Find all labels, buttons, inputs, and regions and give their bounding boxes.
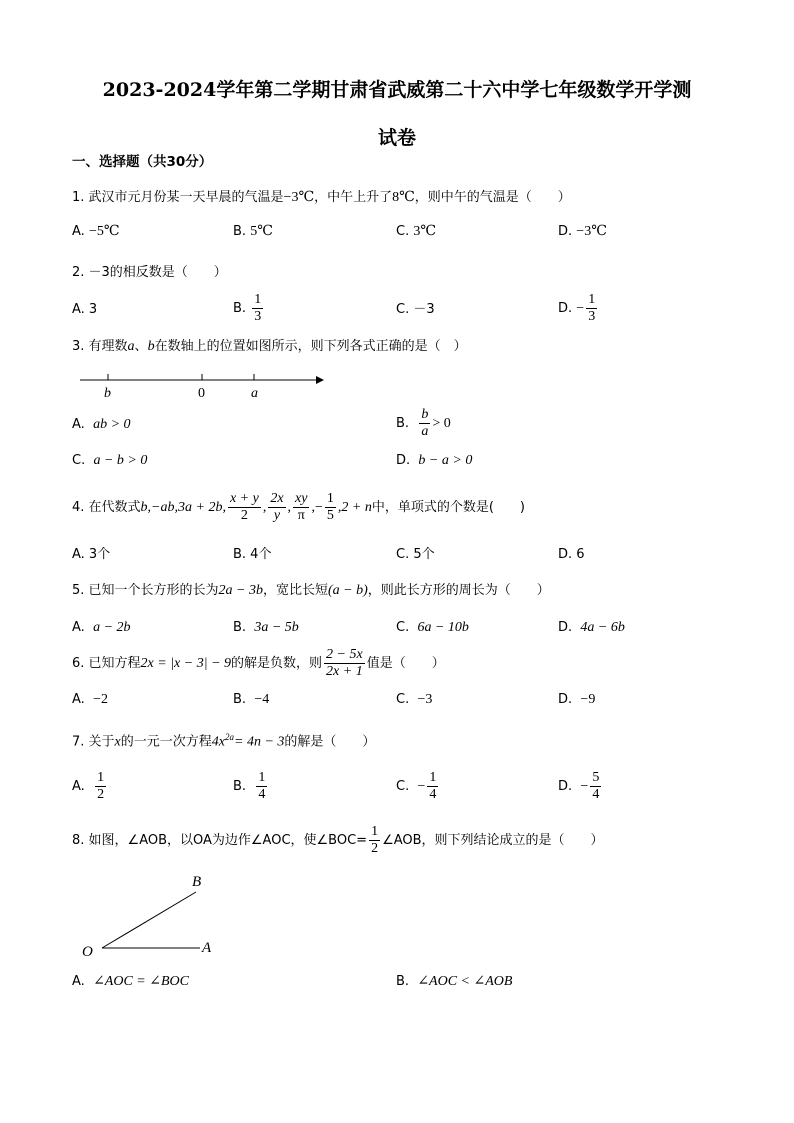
q3-sep: 、 [134,339,148,354]
option-value: ab > 0 [93,417,131,432]
q2-option-d [558,292,599,325]
option-value: −3℃ [576,224,607,239]
question-4: 4. 在代数式b,−ab,3a + 2b, $\frac{x + y}{2}$ , $\frac{2x}{y}$ , $\frac{xy}{\pi}$ ,− $\frac{1}{5}$ ,2 + n中，单项式的个数是( ) [72,491,525,523]
question-5 [72,581,550,601]
minus-sign: − [417,779,426,794]
option-label: A. [72,779,85,794]
q8-fraction [369,824,380,857]
numerator: b [421,407,429,422]
question-8 [72,822,604,860]
option-label: D. [558,779,573,794]
question-3 [72,337,467,357]
q6-option-b [233,690,269,710]
denominator: 3 [588,309,596,324]
q7-b-fraction [256,770,267,803]
q5-option-a [72,618,131,638]
q3-option-c [72,451,147,471]
question-6 [72,645,445,683]
numerator: 1 [326,491,334,506]
numerator: 2 − 5x [326,647,363,662]
q6-text-pre: 6. 已知方程 [72,656,141,671]
q1-option-b [233,222,273,242]
option-label: D. [558,301,573,316]
option-label: C. [396,620,410,635]
numerator: 1 [588,292,596,307]
denominator: 4 [592,787,600,802]
q3-var-b: b [147,339,155,354]
option-value: b − a > 0 [418,453,473,468]
question-1 [72,188,571,208]
ray-ob [102,892,196,948]
q4-terms: b,−ab,3a + 2b, [140,500,226,515]
q6-option-d [558,690,595,710]
option-label: A. [72,224,85,239]
q6-text-mid: 的解是负数，则 [231,656,323,671]
option-label: A. [72,974,85,989]
q5-option-b [233,618,299,638]
denominator: 5 [326,508,334,523]
q3-text-pre: 3. 有理数 [72,339,128,354]
option-value: ∠AOC < ∠AOB [417,974,513,989]
q4-fraction-1 [228,491,261,524]
option-value: 5℃ [250,224,273,239]
q7-d-fraction [590,770,601,803]
option-label: B. [233,692,247,707]
question-2: 2. －3的相反数是（ ） [72,265,227,280]
option-label: D. [558,692,573,707]
denominator: 2x + 1 [326,664,363,679]
q8-option-a [72,972,189,992]
q3-option-a [72,415,131,435]
q6-text-post: 值是（ ） [366,656,445,671]
q7-var-x: x [114,734,121,750]
option-value: −9 [580,692,596,707]
q7-text-post: 的解是（ ） [284,734,376,750]
option-label: C. [396,779,410,794]
q4-fraction-2 [268,491,285,524]
q8-text-pre: 8. 如图，∠AOB，以OA为边作∠AOC，使∠BOC= [72,833,368,848]
question-7 [72,727,375,752]
q7-option-b [233,770,269,803]
q7-eq-base: 4x [211,734,225,750]
q3-option-d [396,451,472,471]
q5-text-post: ，则此长方形的周长为（ ） [367,583,550,598]
q6-fraction [324,647,365,680]
q3-var-a: a [127,339,135,354]
q5-option-c [396,618,469,638]
q3-text-post: 在数轴上的位置如图所示，则下列各式正确的是（ ） [154,339,467,354]
q4-text-post: 中，单项式的个数是( ) [371,500,525,515]
q2-option-c: C. －3 [396,302,435,317]
numerator: 1 [97,770,105,785]
option-label: B. [233,224,247,239]
q7-text-mid: 的一元一次方程 [120,734,212,750]
q7-eq-exponent: 2a [225,732,234,742]
option-label: C. [396,692,410,707]
q1-option-d [558,222,607,242]
q1-temp-rise: 8℃ [392,190,415,205]
q4-option-a: A. 3个 [72,547,111,562]
q7-text-pre: 7. 关于 [72,734,115,750]
q4-fraction-4 [325,491,336,524]
q8-text-post: ∠AOB，则下列结论成立的是（ ） [382,833,604,848]
q2-d-fraction [586,292,597,325]
minus-sign: − [576,301,585,316]
q5-option-d [558,618,625,638]
q5-length: 2a − 3b [218,583,263,598]
option-value: ∠AOC = ∠BOC [93,974,189,989]
option-value: 3℃ [413,224,437,239]
q2-option-a: A. 3 [72,302,98,317]
q1-text-mid: ，中午上升了 [314,190,393,205]
q2-b-fraction [252,292,263,325]
q8-option-b [396,972,512,992]
q4-option-d: D. 6 [558,547,585,562]
numerator: 1 [371,824,379,839]
q3-b-fraction [419,407,430,440]
option-label: B. [233,301,247,316]
denominator: 2 [371,841,379,856]
numerator: 5 [592,770,600,785]
q1-option-c [396,222,436,242]
q4-fraction-3 [293,491,309,524]
denominator: y [273,508,281,523]
q7-option-c [396,770,440,803]
q1-temp-morning: −3℃ [283,190,315,205]
label-b: b [104,386,111,401]
q7-c-fraction [427,770,438,803]
q7-option-d [558,770,603,803]
q3-option-b [396,407,451,440]
q6-option-c [396,690,432,710]
q2-option-b [233,292,265,325]
option-label: B. [233,620,247,635]
q5-text-pre: 5. 已知一个长方形的长为 [72,583,219,598]
option-value: −3 [417,692,433,707]
q6-equation: 2x = |x − 3| − 9 [140,656,232,671]
option-label: D. [558,224,573,239]
exam-title-line2: 试卷 [377,127,416,149]
option-value: a − b > 0 [93,453,148,468]
exam-title [60,66,734,162]
section-heading: 一、选择题（共30分） [72,154,213,170]
option-value: −4 [254,692,270,707]
minus-sign: − [580,779,589,794]
q7-eq-rest: = 4n − 3 [234,734,285,750]
label-point-a: A [202,940,212,956]
q1-text-post: ，则中午的气温是（ ） [414,190,571,205]
label-point-b: B [192,874,202,890]
q1-option-a [72,222,120,242]
option-label: D. [396,453,411,468]
option-label: D. [558,620,573,635]
numerator: 1 [258,770,266,785]
option-label: B. [233,779,247,794]
denominator: 4 [258,787,266,802]
option-label: C. [72,453,86,468]
numerator: xy [295,491,308,506]
number-line-figure [72,368,332,402]
q4-terms-2: ,2 + n [337,500,372,515]
q5-diff: (a − b) [328,583,368,598]
option-label: A. [72,417,85,432]
angle-figure [72,866,232,962]
exam-title-line1: 2023-2024学年第二学期甘肃省武威第二十六中学七年级数学开学测 [102,79,692,101]
denominator: 3 [254,309,262,324]
q7-option-a [72,770,108,803]
numerator: 2x [270,491,284,506]
q4-option-c: C. 5个 [396,547,435,562]
q6-option-a [72,690,108,710]
q4-option-b: B. 4个 [233,547,272,562]
numerator: 1 [429,770,437,785]
denominator: π [297,508,305,523]
option-value: > 0 [432,416,451,431]
label-a: a [251,386,258,401]
q1-text-pre: 1. 武汉市元月份某一天早晨的气温是 [72,190,284,205]
option-value: a − 2b [93,620,131,635]
q7-a-fraction [95,770,106,803]
option-value: 3a − 5b [254,620,299,635]
numerator: 1 [254,292,262,307]
option-value: −5℃ [88,224,120,239]
option-label: C. [396,224,410,239]
denominator: 2 [240,508,248,523]
denominator: 4 [429,787,437,802]
option-label: B. [396,416,410,431]
q4-text-pre: 4. 在代数式 [72,500,141,515]
minus-sign: − [314,500,323,515]
option-value: 4a − 6b [580,620,625,635]
q5-text-mid: ，宽比长短 [263,583,329,598]
label-zero: 0 [198,386,205,401]
option-label: A. [72,620,85,635]
denominator: a [421,424,429,439]
option-label: A. [72,692,85,707]
numerator: x + y [229,491,259,506]
option-value: −2 [93,692,108,707]
arrow-head-icon [316,376,324,384]
label-point-o: O [82,944,93,960]
option-label: B. [396,974,410,989]
denominator: 2 [97,787,105,802]
option-value: 6a − 10b [417,620,469,635]
